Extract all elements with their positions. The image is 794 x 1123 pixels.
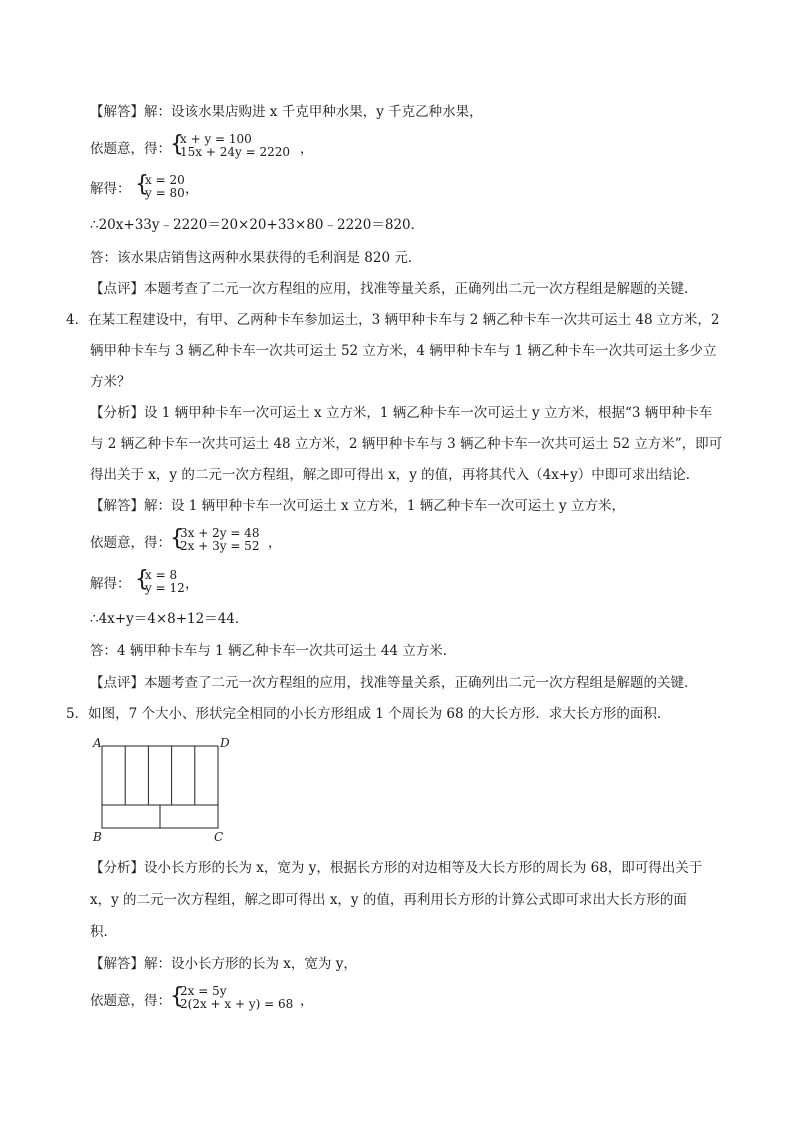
answer-intro-line: 【解答】解：设 1 辆甲种卡车一次可运土 x 立方米，1 辆乙种卡车一次可运土 y 立方米， <box>90 498 625 514</box>
vertex-label-c: C <box>214 830 224 844</box>
equation-line: 2x + 3y = 52 <box>180 539 260 553</box>
left-brace: { <box>135 567 149 592</box>
left-brace: { <box>170 526 184 551</box>
analysis-line: x，y 的二元一次方程组，解之即可得出 x，y 的值，再利用长方形的计算公式即可求出大长方形的面 <box>90 892 687 908</box>
equation-prefix: 依题意，得： <box>90 993 171 1009</box>
question-4-line: 辆甲种卡车与 3 辆乙种卡车一次共可运土 52 立方米，4 辆甲种卡车与 1 辆乙种卡车一次共可运土多少立 <box>90 343 717 359</box>
analysis-line: 与 2 辆乙种卡车一次共可运土 48 立方米，2 辆甲种卡车与 3 辆乙种卡车一次共可运土 52 立方米”，即可 <box>90 436 723 452</box>
solution-line: y = 12 <box>145 581 185 595</box>
analysis-line: 得出关于 x，y 的二元一次方程组，解之即可得出 x，y 的值，再将其代入（4x+y）中即可求出结论． <box>90 467 700 483</box>
comment-line: 【点评】本题考查了二元一次方程组的应用，找准等量关系，正确列出二元一次方程组是解题的关键． <box>90 675 698 691</box>
equation-prefix: 依题意，得： <box>90 141 171 157</box>
punctuation: ， <box>185 576 199 592</box>
left-brace: { <box>170 132 184 157</box>
equation-line: x + y = 100 <box>180 132 252 146</box>
equation-prefix: 依题意，得： <box>90 535 171 551</box>
rectangle-figure <box>90 737 240 847</box>
equation-line: 15x + 24y = 2220 <box>180 145 290 159</box>
vertex-label-b: B <box>93 830 102 844</box>
comment-line: 【点评】本题考查了二元一次方程组的应用，找准等量关系，正确列出二元一次方程组是解题的关键． <box>90 281 698 297</box>
solution-line: x = 8 <box>145 568 178 582</box>
punctuation: ， <box>185 181 199 197</box>
question-4-line: 4．在某工程建设中，有甲、乙两种卡车参加运土，3 辆甲种卡车与 2 辆乙种卡车一次共可运土 48 立方米，2 <box>66 312 720 328</box>
solution-line: x = 20 <box>145 173 185 187</box>
calculation-line: ∴20x+33y﹣2220＝20×20+33×80﹣2220＝820． <box>90 217 425 233</box>
solution-line: y = 80 <box>145 186 185 200</box>
question-5-line: 5．如图，7 个大小、形状完全相同的小长方形组成 1 个周长为 68 的大长方形．求大长方形的面积． <box>66 706 671 722</box>
answer-intro-line: 【解答】解：设该水果店购进 x 千克甲种水果，y 千克乙种水果， <box>90 104 483 120</box>
answer-line: 答：4 辆甲种卡车与 1 辆乙种卡车一次共可运土 44 立方米． <box>90 643 457 659</box>
solution-prefix: 解得： <box>90 576 131 592</box>
question-4-line: 方米？ <box>90 374 131 390</box>
left-brace: { <box>135 172 149 197</box>
equation-line: 2(2x + x + y) = 68 <box>180 997 294 1011</box>
analysis-line: 【分析】设小长方形的长为 x，宽为 y，根据长方形的对边相等及大长方形的周长为 68，即可得出关于 <box>90 860 703 876</box>
vertex-label-d: D <box>220 737 230 750</box>
vertex-label-a: A <box>93 737 102 750</box>
left-brace: { <box>170 984 184 1009</box>
equation-line: 3x + 2y = 48 <box>180 526 260 540</box>
punctuation: ， <box>300 993 314 1009</box>
equation-line: 2x = 5y <box>180 984 227 998</box>
calculation-line: ∴4x+y＝4×8+12＝44． <box>90 611 249 627</box>
solution-prefix: 解得： <box>90 181 131 197</box>
analysis-line: 积． <box>90 924 117 940</box>
rectangle-diagram <box>90 737 240 847</box>
punctuation: ， <box>300 141 314 157</box>
punctuation: ， <box>268 535 282 551</box>
analysis-line: 【分析】设 1 辆甲种卡车一次可运土 x 立方米，1 辆乙种卡车一次可运土 y 立方米，根据“3 辆甲种卡车 <box>90 405 713 421</box>
answer-intro-line: 【解答】解：设小长方形的长为 x，宽为 y， <box>90 956 357 972</box>
answer-line: 答：该水果店销售这两种水果获得的毛利润是 820 元． <box>90 250 422 266</box>
